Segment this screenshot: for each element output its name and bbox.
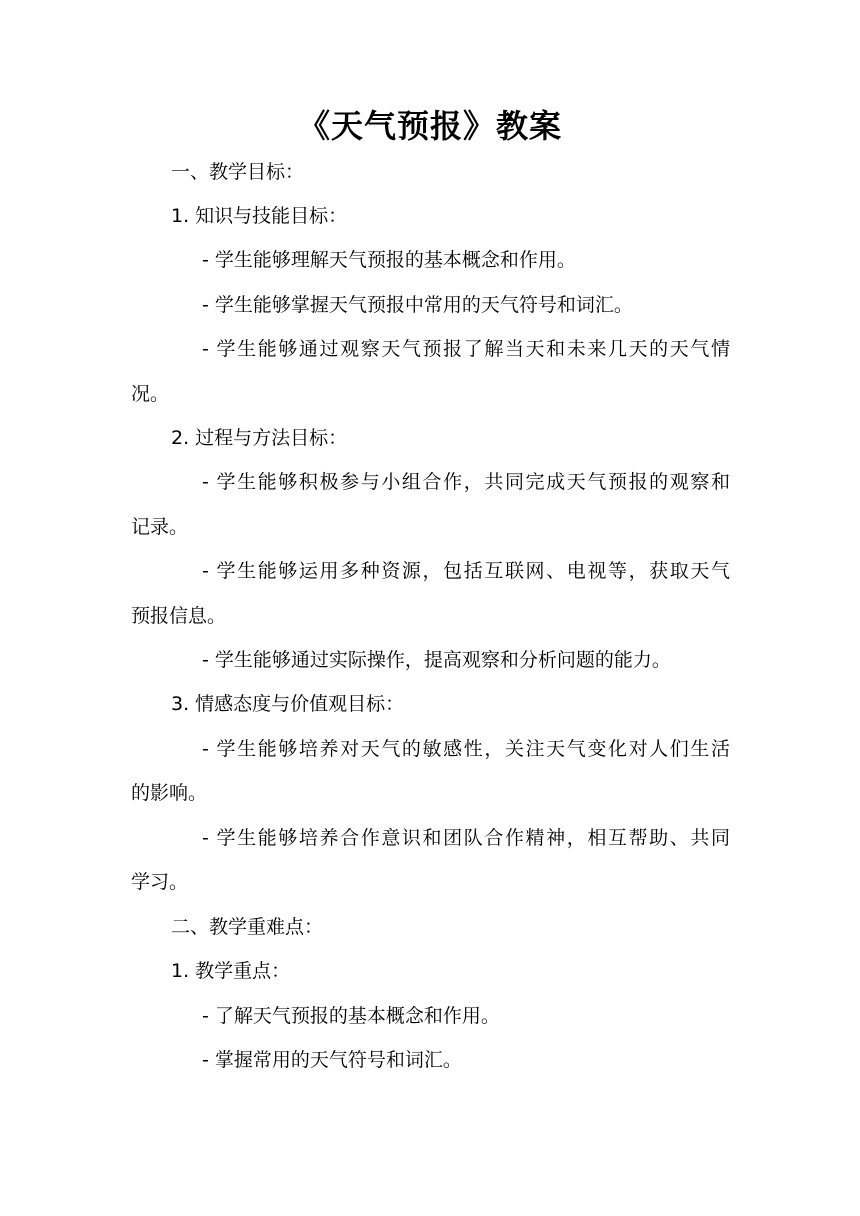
goal3-item-1: - 学生能够培养对天气的敏感性，关注天气变化对人们生活 (202, 738, 730, 760)
point1-item-2: - 掌握常用的天气符号和词汇。 (202, 1049, 462, 1071)
goal1-item-3-continued: 况。 (131, 383, 170, 405)
goal2-item-1-continued: 记录。 (131, 516, 189, 538)
goal3-item-2-continued: 学习。 (131, 871, 189, 893)
section2-heading: 二、教学重难点： (171, 916, 324, 938)
goal1-heading: 1. 知识与技能目标： (171, 205, 348, 227)
goal2-heading: 2. 过程与方法目标： (171, 427, 348, 449)
goal2-item-1: - 学生能够积极参与小组合作，共同完成天气预报的观察和 (202, 471, 730, 493)
point1-item-1: - 了解天气预报的基本概念和作用。 (202, 1005, 500, 1027)
goal2-item-3: - 学生能够通过实际操作，提高观察和分析问题的能力。 (202, 649, 671, 671)
section1-heading: 一、教学目标： (171, 161, 305, 183)
document-title: 《天气预报》教案 (297, 107, 562, 145)
goal2-item-2: - 学生能够运用多种资源，包括互联网、电视等，获取天气 (202, 560, 730, 582)
goal2-item-2-continued: 预报信息。 (131, 605, 227, 627)
goal3-item-1-continued: 的影响。 (131, 782, 208, 804)
goal1-item-2: - 学生能够掌握天气预报中常用的天气符号和词汇。 (202, 294, 633, 316)
point1-heading: 1. 教学重点： (171, 960, 291, 982)
goal3-item-2: - 学生能够培养合作意识和团队合作精神，相互帮助、共同 (202, 827, 730, 849)
goal3-heading: 3. 情感态度与价值观目标： (171, 693, 405, 715)
goal1-item-1: - 学生能够理解天气预报的基本概念和作用。 (202, 249, 576, 271)
goal1-item-3: - 学生能够通过观察天气预报了解当天和未来几天的天气情 (202, 338, 730, 360)
